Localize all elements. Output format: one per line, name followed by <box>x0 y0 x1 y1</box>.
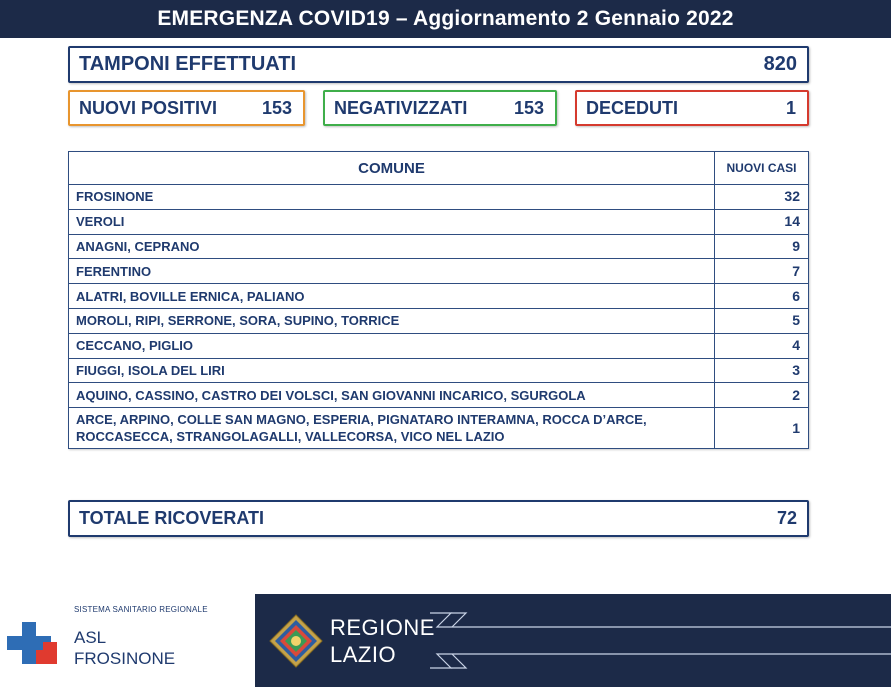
asl-subtitle: SISTEMA SANITARIO REGIONALE <box>74 605 208 614</box>
deceduti-box <box>575 90 809 126</box>
table-row <box>69 333 809 358</box>
casi-cell: 1 <box>715 408 809 449</box>
table-row <box>69 209 809 234</box>
page-header <box>0 0 891 38</box>
table-row <box>69 234 809 259</box>
table-row <box>69 259 809 284</box>
comune-cell: ARCE, ARPINO, COLLE SAN MAGNO, ESPERIA, PIGNATARO INTERAMNA, ROCCA D’ARCE, ROCCASECCA, STRANGOLAGALLI, VALLECORSA, VICO NEL LAZIO <box>69 408 715 449</box>
asl-logo-panel <box>0 594 255 687</box>
asl-name <box>74 627 175 669</box>
page-title: EMERGENZA COVID19 – Aggiornamento 2 Gennaio 2022 <box>157 7 734 30</box>
col-casi-header: NUOVI CASI <box>715 152 809 185</box>
asl-line1: ASL <box>74 628 107 647</box>
comune-cell: AQUINO, CASSINO, CASTRO DEI VOLSCI, SAN GIOVANNI INCARICO, SGURGOLA <box>69 383 715 408</box>
comune-cell: FIUGGI, ISOLA DEL LIRI <box>69 358 715 383</box>
ricoverati-box <box>68 500 809 537</box>
casi-cell: 6 <box>715 284 809 309</box>
table-row <box>69 284 809 309</box>
col-comune-header: COMUNE <box>69 152 715 185</box>
comune-cell: VEROLI <box>69 209 715 234</box>
regione-emblem-icon <box>268 613 324 669</box>
table-row <box>69 185 809 210</box>
casi-cell: 32 <box>715 185 809 210</box>
table-row <box>69 358 809 383</box>
positivi-box <box>68 90 305 126</box>
positivi-value: 153 <box>261 97 292 118</box>
regione-text <box>330 614 435 668</box>
casi-cell: 7 <box>715 259 809 284</box>
comune-cell: MOROLI, RIPI, SERRONE, SORA, SUPINO, TORRICE <box>69 308 715 333</box>
ricoverati-value: 72 <box>776 508 797 528</box>
ricoverati-label: TOTALE RICOVERATI <box>79 508 265 528</box>
regione-line1: REGIONE <box>330 615 435 640</box>
comune-cell: FROSINONE <box>69 185 715 210</box>
comune-cell: CECCANO, PIGLIO <box>69 333 715 358</box>
tamponi-label: TAMPONI EFFETTUATI <box>79 53 297 75</box>
casi-cell: 4 <box>715 333 809 358</box>
deceduti-label: DECEDUTI <box>586 97 679 118</box>
asl-line2: FROSINONE <box>74 649 176 668</box>
regione-lazio-panel <box>255 594 891 687</box>
cases-table <box>68 151 809 449</box>
comune-cell: ALATRI, BOVILLE ERNICA, PALIANO <box>69 284 715 309</box>
negativizzati-box <box>323 90 557 126</box>
table-header-row <box>69 152 809 185</box>
table-row <box>69 308 809 333</box>
comune-cell: ANAGNI, CEPRANO <box>69 234 715 259</box>
tamponi-box <box>68 46 809 83</box>
negativizzati-value: 153 <box>513 97 544 118</box>
casi-cell: 2 <box>715 383 809 408</box>
tamponi-value: 820 <box>763 53 797 75</box>
regione-line2: LAZIO <box>330 642 397 667</box>
deceduti-value: 1 <box>785 97 796 118</box>
table-row <box>69 408 809 449</box>
comune-cell: FERENTINO <box>69 259 715 284</box>
asl-cross-icon <box>7 622 57 664</box>
casi-cell: 9 <box>715 234 809 259</box>
casi-cell: 14 <box>715 209 809 234</box>
positivi-label: NUOVI POSITIVI <box>79 97 218 118</box>
casi-cell: 5 <box>715 308 809 333</box>
casi-cell: 3 <box>715 358 809 383</box>
negativizzati-label: NEGATIVIZZATI <box>334 97 468 118</box>
table-row <box>69 383 809 408</box>
